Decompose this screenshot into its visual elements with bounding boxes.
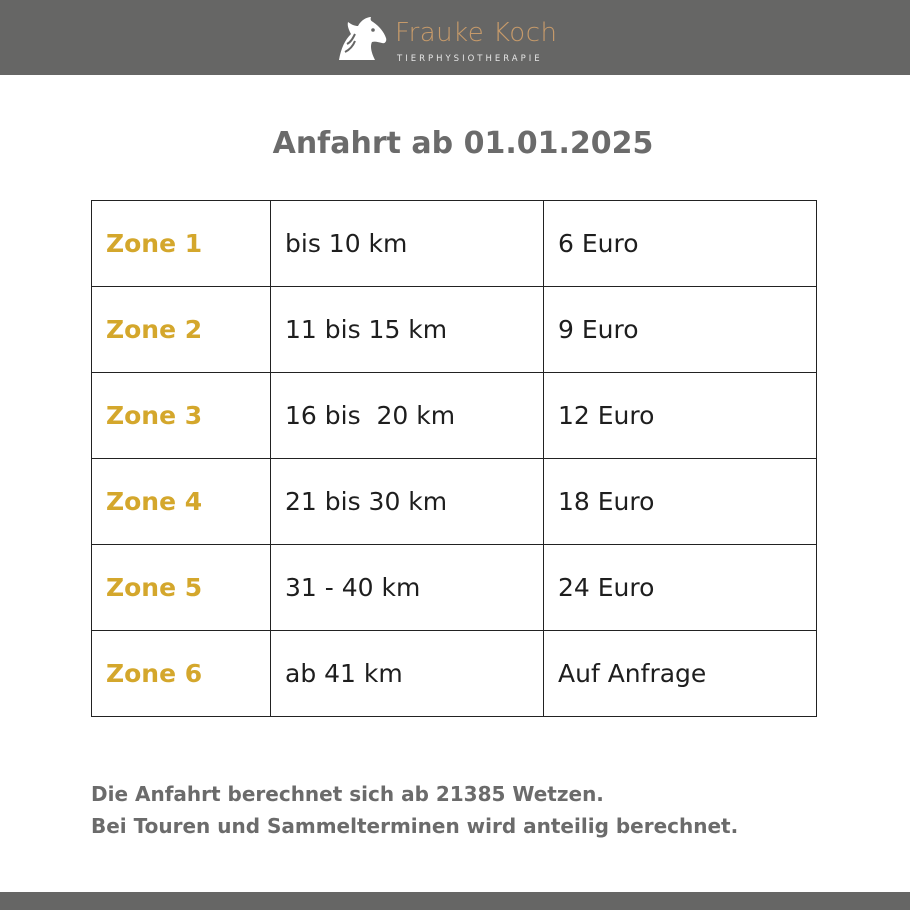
zone-distance: bis 10 km (271, 201, 544, 287)
zone-label: Zone 6 (92, 631, 271, 717)
zone-label: Zone 4 (92, 459, 271, 545)
brand-subtitle: TIERPHYSIOTHERAPIE (397, 54, 543, 64)
zone-distance: ab 41 km (271, 631, 544, 717)
footer-bar (0, 892, 910, 910)
brand-name: Frauke Koch (395, 18, 558, 48)
brand-logo (333, 12, 583, 64)
table-row (92, 631, 817, 717)
table-row (92, 287, 817, 373)
zone-distance: 31 - 40 km (271, 545, 544, 631)
notes (91, 778, 738, 842)
zone-label: Zone 5 (92, 545, 271, 631)
header-bar (0, 0, 910, 75)
zone-price-table (91, 200, 817, 717)
zone-distance: 21 bis 30 km (271, 459, 544, 545)
zone-distance: 16 bis 20 km (271, 373, 544, 459)
zone-label: Zone 3 (92, 373, 271, 459)
table-row (92, 459, 817, 545)
zone-price: 12 Euro (544, 373, 817, 459)
horse-head-icon (333, 14, 389, 62)
zone-distance: 11 bis 15 km (271, 287, 544, 373)
table-row (92, 201, 817, 287)
zone-price: 18 Euro (544, 459, 817, 545)
page-title: Anfahrt ab 01.01.2025 (272, 126, 654, 161)
note-tours: Bei Touren und Sammelterminen wird anteilig berechnet. (91, 814, 739, 838)
table-row (92, 373, 817, 459)
zone-label: Zone 1 (92, 201, 271, 287)
zone-label: Zone 2 (92, 287, 271, 373)
table-row (92, 545, 817, 631)
zone-price: 9 Euro (544, 287, 817, 373)
note-origin: Die Anfahrt berechnet sich ab 21385 Wetzen. (91, 782, 604, 806)
zone-price: Auf Anfrage (544, 631, 817, 717)
zone-price: 24 Euro (544, 545, 817, 631)
zone-price: 6 Euro (544, 201, 817, 287)
